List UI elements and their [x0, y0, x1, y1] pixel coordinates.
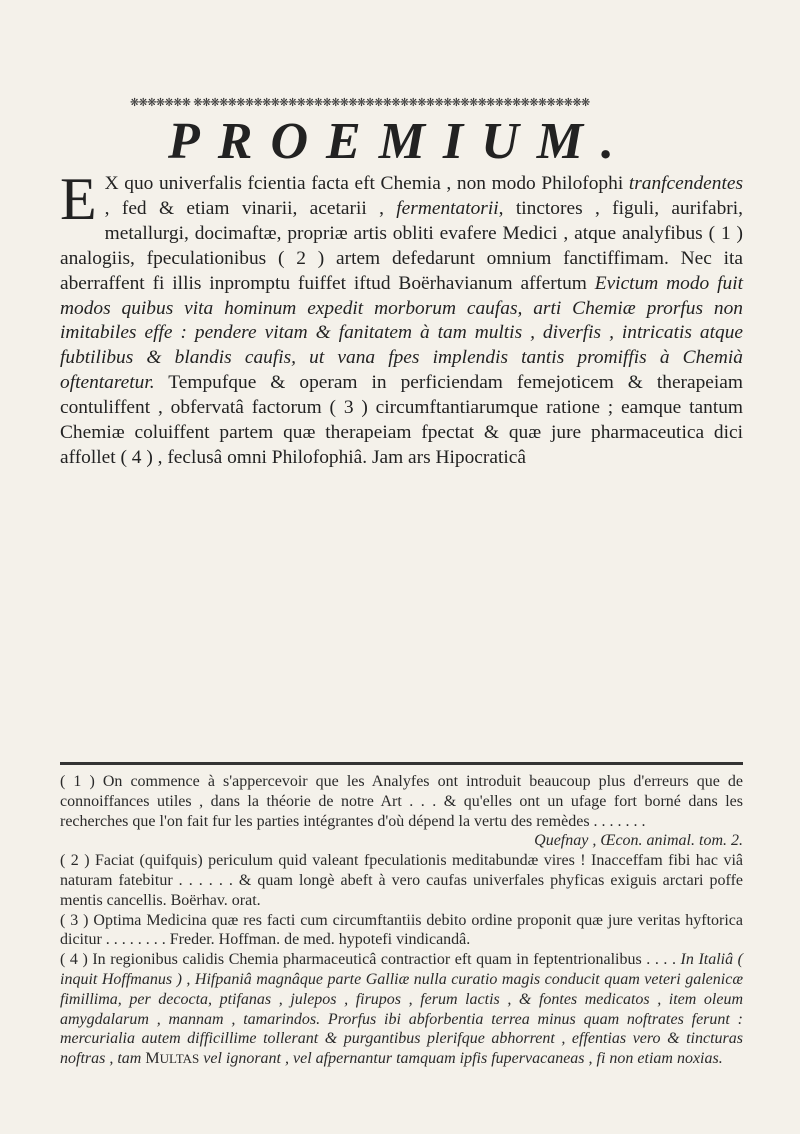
ornament-band: ❋❋❋❋❋❋❋ ❋❋❋❋❋❋❋❋❋❋❋❋❋❋❋❋❋❋❋❋❋❋❋❋❋❋❋❋❋❋❋❋❋❋❋❋❋❋❋❋❋❋❋❋❋❋ [130, 96, 590, 109]
footnote-rule [60, 762, 743, 765]
footnotes [60, 772, 743, 1069]
main-text [60, 166, 743, 471]
footnote-4: ( 4 ) In regionibus calidis Chemia pharmaceuticâ contractior eft quam in feptentrionalibus . . . . In Italiâ ( inquit Hoffmanus ) , Hifpaniâ magnâque parte Galliæ nulla curatio magis conducit quam veteri galenicæ fimillima, per decocta, ptifanas , julepos , firupos , ferum lactis , & fontes medicatos , item oleum amygdalarum , mannam , tamarindos. Prorfus ibi abforbentia terrea minus quam noftrates ferunt : mercurialia autem difficillime tollerant & purgantibus plerifque abhorrent , effentias vero & tincturas noftras , tam MULTAS vel ignorant , vel afpernantur tamquam ipfis fupervacaneas , fi non etiam noxias. [60, 951, 743, 1068]
footnote-2: ( 2 ) Faciat (quifquis) periculum quid valeant fpeculationis meditabundæ vires ! Inacceffam fibi hac viâ naturam fatebitur . . . . . . & quam longè abeft à vero caufas univerfales phyficas exiguis arctari poffe mentis cancellis. Boërhav. orat. [60, 852, 743, 909]
footnote-1: ( 1 ) On commence à s'appercevoir que les Analyfes ont introduit beaucoup plus d'erreurs que de connoiffances utiles , dans la théorie de notre Art . . . & qu'elles ont un ufage fort borné dans les recherches que l'on fait fur les parties intégrantes d'où dépend la vertu des remèdes . . . . . . . [60, 773, 743, 830]
footnote-1-citation: Quefnay , Œcon. animal. tom. 2. [534, 832, 743, 850]
footnote-3: ( 3 ) Optima Medicina quæ res facti cum circumftantiis debito ordine proponit quæ jure veritas hyftorica dicitur . . . . . . . . Freder. Hoffman. de med. hypotefi vindicandâ. [60, 911, 743, 949]
page-title: PROEMIUM. [168, 113, 632, 170]
drop-cap: E [60, 166, 97, 232]
main-paragraph: X quo univerfalis fcientia facta eft Chemia , non modo Philofophi tranfcendentes , fed & etiam vinarii, acetarii , fermentatorii, tinctores , figuli, aurifabri, metallurgi, docimaftæ, propriæ artis obliti evafere Medici , atque analyfibus ( 1 ) analogiis, fpeculationibus ( 2 ) artem defedarunt omnium fanctiffimam. Nec ita aberraffent fi illis inpromptu fuiffet iftud Boërhavianum affertum Evictum modo fuit modos quibus vita hominum expedit morborum caufas, arti Chemiæ prorfus non imitabiles effe : pendere vitam & fanitatem à tam multis , diverfis , intricatis atque fubtilibus & blandis caufis, ut vana fpes implendis tantis promiffis à Chemià oftentaretur. Tempufque & operam in perficiendam femejoticem & therapeiam contuliffent , obfervatâ factorum ( 3 ) circumftantiarumque ratione ; eamque tantum Chemiæ coluiffent partem quæ therapeiam fpectat & quæ jure pharmaceutica dici affollet ( 4 ) , feclusâ omni Philofophiâ. Jam ars Hipocraticâ [60, 173, 743, 468]
